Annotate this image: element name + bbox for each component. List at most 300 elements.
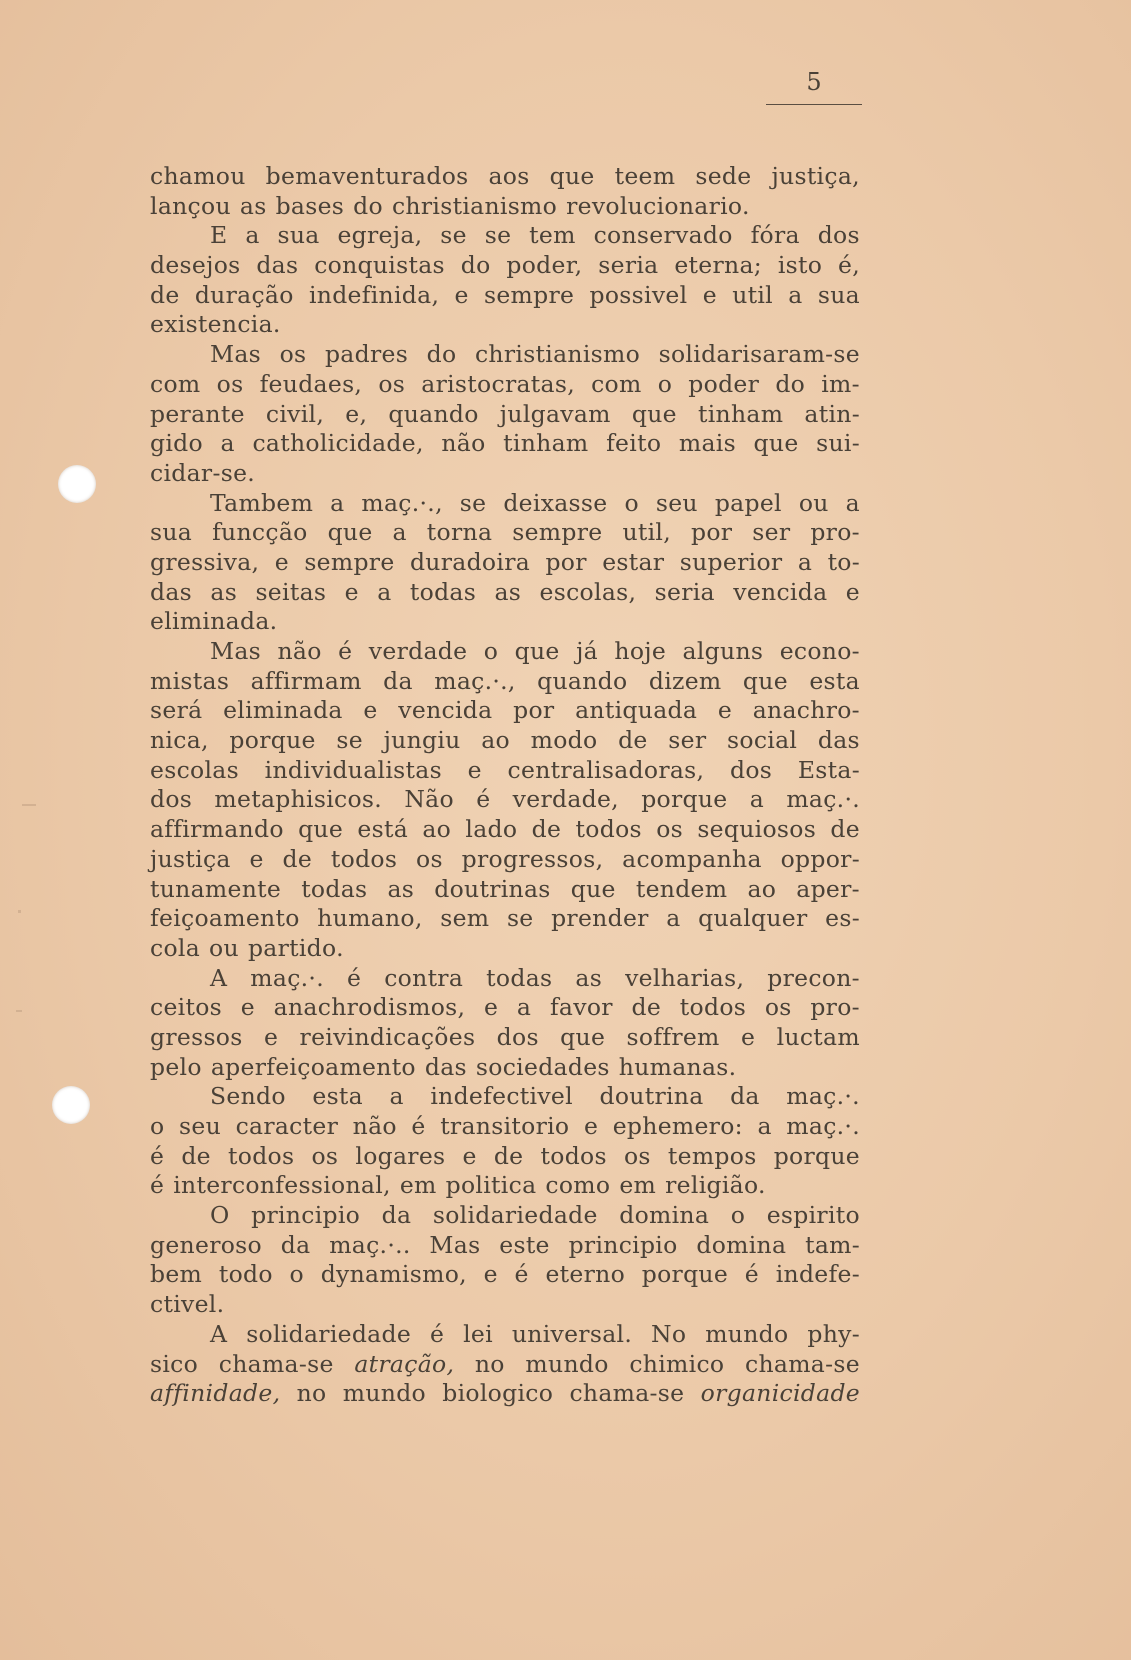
word: do xyxy=(460,251,491,280)
word: seu xyxy=(655,488,698,517)
word: a xyxy=(516,993,532,1022)
word: em xyxy=(399,1171,437,1200)
word: maç.·. xyxy=(786,785,860,814)
word: espirito xyxy=(766,1201,860,1230)
word: todos xyxy=(330,844,398,873)
word: mistas xyxy=(150,666,230,695)
word: poder xyxy=(688,369,760,398)
word: torna xyxy=(426,518,493,547)
word: metaphisicos. xyxy=(214,785,383,814)
word: util, xyxy=(622,518,672,547)
word: papel xyxy=(714,488,782,517)
word: antiquada xyxy=(575,696,698,725)
word: as xyxy=(210,577,238,606)
word: tunamente xyxy=(150,874,282,903)
word: de xyxy=(618,726,648,755)
word: será xyxy=(150,696,203,725)
word: solidariedade xyxy=(432,1201,598,1230)
word: prender xyxy=(551,904,649,933)
word: A xyxy=(210,963,228,992)
word: oppor- xyxy=(780,844,860,873)
text-line xyxy=(150,578,860,608)
word: como xyxy=(545,1171,611,1200)
text-line xyxy=(150,726,860,756)
word: os xyxy=(764,993,792,1022)
word: luctam xyxy=(776,1022,860,1051)
word: anachrodismos, xyxy=(273,993,466,1022)
word: se xyxy=(336,726,363,755)
word: eliminada xyxy=(223,696,343,725)
word: conservado xyxy=(593,221,733,250)
word: e xyxy=(583,1112,599,1140)
word: o xyxy=(289,1260,304,1289)
word: de xyxy=(150,280,180,309)
word: eterno xyxy=(545,1260,626,1289)
text-line xyxy=(150,548,860,578)
word: chamou xyxy=(150,162,246,190)
word: aristocratas, xyxy=(421,369,575,398)
word: os xyxy=(311,1141,339,1170)
word: está xyxy=(357,815,409,844)
word: esta xyxy=(809,666,860,695)
word: o xyxy=(730,1201,746,1230)
word: já xyxy=(576,637,598,665)
word: nica, xyxy=(150,726,209,755)
word: atração, xyxy=(354,1349,455,1378)
word: bemaventurados xyxy=(265,162,469,190)
text-line xyxy=(150,1023,860,1053)
word: affinidade, xyxy=(150,1379,281,1408)
word: conquistas xyxy=(314,251,445,280)
word: justiça, xyxy=(771,162,860,190)
text-line xyxy=(150,1231,860,1261)
word: e xyxy=(484,993,499,1022)
word: se xyxy=(440,221,467,250)
word: humano, xyxy=(317,904,423,933)
word: que xyxy=(570,874,616,903)
word: centralisadoras, xyxy=(507,755,705,784)
word: a xyxy=(377,577,392,606)
word: econo- xyxy=(779,637,860,665)
word: e xyxy=(274,547,289,576)
word: a xyxy=(330,488,345,517)
word: o xyxy=(657,369,673,398)
word: existencia. xyxy=(150,310,281,339)
word: todos xyxy=(540,1141,607,1170)
word: todos xyxy=(679,993,747,1022)
word: todas xyxy=(486,963,553,992)
word: ephemero: xyxy=(612,1112,743,1140)
word: se xyxy=(506,904,534,933)
text-line xyxy=(150,1260,860,1290)
word: é xyxy=(150,1171,165,1200)
word: domina xyxy=(696,1230,787,1259)
word: deixasse xyxy=(503,488,608,517)
word: biologico xyxy=(442,1379,554,1408)
word: e xyxy=(363,696,378,725)
word: util xyxy=(732,280,773,309)
word: E xyxy=(210,221,228,250)
word: sua xyxy=(277,221,320,250)
word: a xyxy=(749,785,765,814)
word: do xyxy=(775,369,806,398)
word: escolas xyxy=(150,755,239,784)
word: desejos xyxy=(150,251,241,280)
word: e xyxy=(483,1260,498,1289)
punch-hole-bottom xyxy=(52,1086,90,1124)
word: duradoira xyxy=(409,547,531,576)
word: os xyxy=(216,369,244,398)
word: favor xyxy=(549,993,613,1022)
word: christianismo xyxy=(391,191,558,220)
word: todos xyxy=(575,815,642,844)
text-line xyxy=(150,1290,860,1320)
word: doutrina xyxy=(599,1082,704,1111)
word: universal. xyxy=(511,1319,633,1348)
word: maç.·. xyxy=(250,963,324,992)
word: chama-se xyxy=(218,1349,334,1378)
word: e xyxy=(249,844,264,873)
word: velharias, xyxy=(625,963,745,992)
text-line xyxy=(150,637,860,667)
word: maç.·., xyxy=(434,666,516,695)
text-line xyxy=(150,459,860,489)
word: religião. xyxy=(665,1171,766,1200)
word: feito xyxy=(606,429,662,458)
word: egreja, xyxy=(337,221,423,250)
word: solidarisaram-se xyxy=(658,340,860,369)
word: que xyxy=(549,162,595,190)
word: por xyxy=(690,518,733,547)
word: porque xyxy=(641,785,728,814)
word: mundo xyxy=(705,1319,789,1348)
word: é xyxy=(429,1319,445,1348)
text-line xyxy=(150,815,860,845)
word: que xyxy=(631,399,677,428)
word: que xyxy=(560,1022,606,1051)
word: A xyxy=(210,1319,228,1348)
word: lei xyxy=(463,1319,493,1348)
word: eterna; xyxy=(674,251,762,280)
word: porque xyxy=(229,726,316,755)
word: poder, xyxy=(506,251,583,280)
word: os xyxy=(623,1141,651,1170)
word: pro- xyxy=(810,518,860,547)
word: tinham xyxy=(697,399,784,428)
word: as xyxy=(575,963,603,992)
word: que xyxy=(514,637,560,665)
word: julgavam xyxy=(499,399,611,428)
word: phy- xyxy=(807,1319,860,1348)
word: hoje xyxy=(614,637,667,665)
word: e xyxy=(263,1022,279,1051)
body-text xyxy=(150,162,860,1409)
text-line xyxy=(150,785,860,815)
word: e xyxy=(240,993,255,1022)
word: vencida xyxy=(398,696,493,725)
word: a xyxy=(220,429,235,458)
word: gido xyxy=(150,429,203,458)
word: transitorio xyxy=(440,1112,570,1140)
word: indefinida, xyxy=(308,280,440,309)
word: affirmando xyxy=(150,815,284,844)
word: reivindicações xyxy=(299,1022,476,1051)
word: aper- xyxy=(796,874,860,903)
word: solidariedade xyxy=(246,1319,412,1348)
word: a xyxy=(797,547,813,576)
word: com xyxy=(150,369,201,398)
text-line xyxy=(150,667,860,697)
text-line xyxy=(150,1053,860,1083)
word: não xyxy=(441,429,486,458)
text-line xyxy=(150,1350,860,1380)
word: os xyxy=(416,844,443,873)
word: sequiosos xyxy=(697,815,817,844)
word: precon- xyxy=(767,963,860,992)
word: ou xyxy=(209,933,239,962)
word: tem xyxy=(529,221,576,250)
word: é xyxy=(744,1260,759,1289)
word: o xyxy=(483,637,499,665)
word: sempre xyxy=(512,518,603,547)
word: lado xyxy=(465,815,518,844)
text-line xyxy=(150,964,860,994)
text-line xyxy=(150,1379,860,1409)
word: todas xyxy=(301,874,368,903)
text-line xyxy=(150,1112,860,1142)
word: todos xyxy=(228,1141,295,1170)
word: doutrinas xyxy=(434,874,551,903)
text-line xyxy=(150,993,860,1023)
text-line xyxy=(150,162,860,192)
text-line xyxy=(150,400,860,430)
word: chimico xyxy=(629,1349,725,1378)
word: progressos, xyxy=(461,844,604,873)
word: quando xyxy=(537,666,628,695)
word: sem xyxy=(440,904,490,933)
word: acompanha xyxy=(622,844,762,873)
word: sua xyxy=(150,518,193,547)
word: jungiu xyxy=(383,726,461,755)
word: Sendo xyxy=(210,1082,286,1111)
word: aos xyxy=(488,162,530,190)
word: verdade, xyxy=(512,785,619,814)
word: no xyxy=(296,1379,327,1408)
word: cidar-se. xyxy=(150,458,256,487)
word: ao xyxy=(481,726,511,755)
word: no xyxy=(474,1349,505,1378)
word: este xyxy=(499,1230,550,1259)
word: e xyxy=(845,577,860,606)
word: eliminada. xyxy=(150,607,278,636)
word: civil, xyxy=(265,399,325,428)
word: mundo xyxy=(342,1379,426,1408)
word: Esta- xyxy=(797,755,860,784)
word: os xyxy=(279,340,307,369)
word: ou xyxy=(798,488,829,517)
word: mais xyxy=(678,429,736,458)
word: pelo xyxy=(150,1052,202,1081)
word: sede xyxy=(695,162,752,190)
word: affirmam xyxy=(250,666,362,695)
word: dynamismo, xyxy=(320,1260,467,1289)
word: verdade xyxy=(368,637,468,665)
word: da xyxy=(381,1201,412,1230)
word: sempre xyxy=(304,547,395,576)
word: dizem xyxy=(648,666,722,695)
word: e xyxy=(462,1141,477,1170)
word: das xyxy=(424,1052,467,1081)
word: de xyxy=(181,1141,211,1170)
word: partido. xyxy=(247,933,344,962)
word: o xyxy=(150,1112,165,1140)
word: ctivel. xyxy=(150,1290,225,1319)
punch-hole-top xyxy=(58,465,96,503)
word: seu xyxy=(179,1112,222,1140)
word: as xyxy=(494,577,522,606)
text-line xyxy=(150,281,860,311)
word: das xyxy=(817,726,860,755)
word: não xyxy=(277,637,322,665)
word: sui- xyxy=(816,429,860,458)
text-line xyxy=(150,1320,860,1350)
word: No xyxy=(651,1319,687,1348)
word: dos xyxy=(150,785,193,814)
word: e xyxy=(467,755,482,784)
word: todas xyxy=(409,577,477,606)
word: das xyxy=(256,251,299,280)
paper-speck xyxy=(22,804,36,806)
word: dos xyxy=(730,755,773,784)
word: perante xyxy=(150,399,245,428)
text-line xyxy=(150,221,860,251)
word: maç.·.. xyxy=(329,1230,411,1259)
word: possivel xyxy=(589,280,688,309)
word: organicidade xyxy=(700,1379,860,1408)
word: duração xyxy=(194,280,294,309)
word: Mas xyxy=(210,340,262,369)
word: a xyxy=(666,904,681,933)
word: pro- xyxy=(810,993,860,1022)
word: es- xyxy=(825,904,860,933)
text-line xyxy=(150,904,860,934)
word: maç.·. xyxy=(786,1112,860,1140)
word: politica xyxy=(445,1171,537,1200)
text-line xyxy=(150,1171,860,1201)
word: ceitos xyxy=(150,993,223,1022)
word: tam- xyxy=(805,1230,860,1259)
word: seitas xyxy=(255,577,327,606)
word: e, xyxy=(345,399,368,428)
word: e xyxy=(344,577,359,606)
word: teem xyxy=(614,162,676,190)
word: é xyxy=(338,637,353,665)
word: mundo xyxy=(525,1349,609,1378)
word: os xyxy=(656,815,683,844)
word: é xyxy=(476,785,491,814)
word: ao xyxy=(747,874,777,903)
word: tinham xyxy=(503,429,589,458)
word: da xyxy=(383,666,413,695)
word: dos xyxy=(496,1022,539,1051)
word: catholicidade, xyxy=(252,429,424,458)
word: sociedades xyxy=(475,1052,610,1081)
text-line xyxy=(150,192,860,222)
word: interconfessional, xyxy=(173,1171,391,1200)
word: de xyxy=(531,815,562,844)
word: a xyxy=(245,221,260,250)
paper-speck xyxy=(18,910,21,913)
word: de xyxy=(631,993,662,1022)
word: soffrem xyxy=(626,1022,720,1051)
word: a xyxy=(392,518,407,547)
word: superior xyxy=(679,547,783,576)
word: tempos xyxy=(667,1141,757,1170)
word: modo xyxy=(530,726,598,755)
word: individualistas xyxy=(264,755,442,784)
word: caracter xyxy=(235,1112,339,1140)
word: com xyxy=(591,369,642,398)
text-line xyxy=(150,340,860,370)
word: ao xyxy=(422,815,452,844)
word: revolucionario. xyxy=(566,191,750,220)
word: funcção xyxy=(212,518,308,547)
text-line xyxy=(150,875,860,905)
word: quando xyxy=(388,399,479,428)
word: bases xyxy=(275,191,345,220)
word: e xyxy=(741,1022,756,1051)
word: indefe- xyxy=(775,1260,860,1289)
word: to- xyxy=(827,547,860,576)
text-line xyxy=(150,934,860,964)
word: que xyxy=(742,666,788,695)
word: aperfeiçoamento xyxy=(210,1052,416,1081)
word: Tambem xyxy=(210,488,314,517)
word: qualquer xyxy=(698,904,808,933)
text-line xyxy=(150,429,860,459)
word: que xyxy=(753,429,799,458)
word: Mas xyxy=(429,1230,481,1259)
word: a xyxy=(845,488,860,517)
word: que xyxy=(327,518,373,547)
word: O xyxy=(210,1201,230,1230)
word: escolas, xyxy=(539,577,637,606)
word: bem xyxy=(150,1260,203,1289)
paper-speck xyxy=(16,1010,22,1012)
text-line xyxy=(150,489,860,519)
word: se xyxy=(459,488,487,517)
word: Não xyxy=(404,785,454,814)
word: é xyxy=(346,963,362,992)
word: tendem xyxy=(635,874,728,903)
word: feiçoamento xyxy=(150,904,300,933)
word: feudaes, xyxy=(259,369,363,398)
word: é xyxy=(514,1260,529,1289)
text-line xyxy=(150,370,860,400)
word: Mas xyxy=(210,637,262,665)
word: anachro- xyxy=(752,696,860,725)
word: do xyxy=(353,191,383,220)
word: por xyxy=(545,547,587,576)
word: principio xyxy=(568,1230,678,1259)
word: christianismo xyxy=(474,340,641,369)
word: todo xyxy=(218,1260,273,1289)
word: por xyxy=(513,696,555,725)
word: de xyxy=(830,815,860,844)
word: estar xyxy=(602,547,665,576)
word: justiça xyxy=(150,844,231,873)
word: é xyxy=(411,1112,426,1140)
